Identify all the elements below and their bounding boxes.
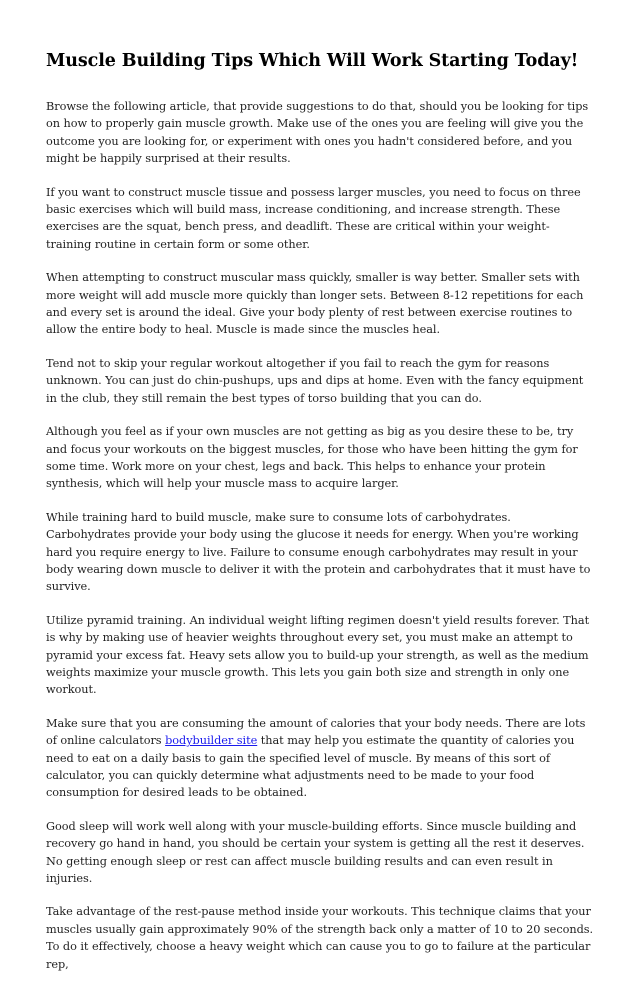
paragraph-text: Make sure that you are consuming the amount of calories that your body needs. There are lots of online calculators — [46, 716, 586, 748]
paragraph-with-link — [46, 715, 594, 802]
paragraph: If you want to construct muscle tissue and possess larger muscles, you need to focus on three basic exercises which will build mass, increase conditioning, and increase strength. These exercises are the squat, bench press, and deadlift. These are critical within your weight-training routine in certain form or some other. — [46, 185, 581, 251]
document-page — [46, 48, 594, 989]
paragraph: Good sleep will work well along with your muscle-building efforts. Since muscle building and recovery go hand in hand, you should be certain your system is getting all the rest it deserves. No getting enough sleep or rest can affect muscle building results and can even result in injuries. — [46, 819, 585, 886]
paragraph: Tend not to skip your regular workout altogether if you fail to reach the gym for reasons unknown. You can just do chin-pushups, ups and dips at home. Even with the fancy equipment in the club, they still remain the best types of torso building that you can do. — [46, 356, 584, 405]
paragraph: Although you feel as if your own muscles are not getting as big as you desire these to be, try and focus your workouts on the biggest muscles, for those who have been hitting the gym for some time. Work more on your chest, legs and back. This helps to enhance your protein synthesis, which will help your muscle mass to acquire larger. — [46, 425, 578, 491]
paragraph: Utilize pyramid training. An individual weight lifting regimen doesn't yield results forever. That is why by making use of heavier weights throughout every set, you must make an attempt to pyramid your excess fat. Heavy sets allow you to build-up your strength, as well as the medium weights maximize your muscle growth. This lets you gain both size and strength in only one workout. — [46, 613, 590, 697]
paragraph: Take advantage of the rest-pause method inside your workouts. This technique claims that your muscles usually gain approximately 90% of the strength back only a matter of 10 to 20 seconds. To do it effectively, choose a heavy weight which can cause you to go to failure at the particular rep, — [46, 905, 594, 971]
article-title: Muscle Building Tips Which Will Work Starting Today! — [46, 51, 579, 71]
paragraph: Browse the following article, that provide suggestions to do that, should you be looking for tips on how to properly gain muscle growth. Make use of the ones you are feeling will give you the outcome you are looking for, or experiment with ones you hadn't considered before, and you might be happily surprised at their results. — [46, 100, 589, 166]
paragraph: While training hard to build muscle, make sure to consume lots of carbohydrates. Carbohydrates provide your body using the glucose it needs for energy. When you're working hard you require energy to live. Failure to consume enough carbohydrates may result in your body wearing down muscle to deliver it with the protein and carbohydrates that it must have to survive. — [46, 510, 591, 594]
paragraph: When attempting to construct muscular mass quickly, smaller is way better. Smaller sets with more weight will add muscle more quickly than longer sets. Between 8-12 repetitions for each and every set is around the ideal. Give your body plenty of rest between exercise routines to allow the entire body to heal. Muscle is made since the muscles heal. — [46, 271, 584, 337]
bodybuilder-site-link[interactable]: bodybuilder site — [165, 734, 258, 748]
paragraph-text: that may help you estimate the quantity of calories you need to eat on a daily basis to gain the specified level of muscle. By means of this sort of calculator, you can quickly determine what adjustments need to be made to your food consumption for desired leads to be obtained. — [46, 734, 575, 800]
